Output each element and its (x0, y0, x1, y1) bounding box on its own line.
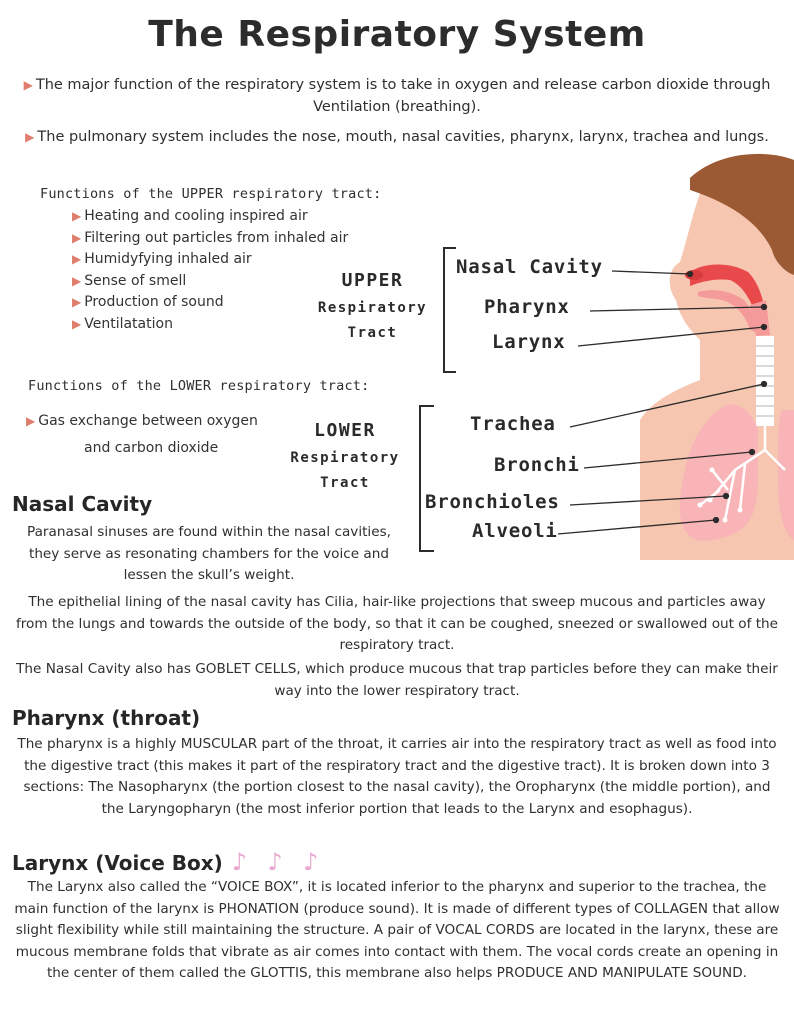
label-alveoli: Alveoli (472, 520, 558, 542)
larynx-paragraph: The Larynx also called the “VOICE BOX”, it is located inferior to the pharynx and superior to the trachea, the main function of the larynx is PHONATION (produce sound). It is made of different types of COLLAGEN that allow slight flexibility while still maintaining the structure. A pair of VOCAL CORDS are located in the larynx, these are mucous membrane folds that vibrate as air comes into contact with them. The vocal cords create an opening in the center of them called the GLOTTIS, this membrane also helps PRODUCE AND MANIPULATE SOUND. (14, 879, 780, 981)
list-item: ▶ Ventilatation (72, 315, 173, 332)
triangle-bullet-icon: ▶ (23, 78, 33, 92)
label-larynx: Larynx (492, 331, 566, 353)
music-notes-icon: ♪ ♪ ♪ (231, 848, 325, 876)
upper-functions-heading: Functions of the UPPER respiratory tract: (40, 186, 382, 202)
label-trachea: Trachea (470, 413, 556, 435)
triangle-bullet-icon: ▶ (72, 316, 82, 331)
nasal-paragraph-3: The Nasal Cavity also has GOBLET CELLS, which produce mucous that trap particles before they can make their way into the lower respiratory tract. (16, 661, 778, 699)
list-item: ▶ Heating and cooling inspired air (72, 208, 308, 224)
intro-paragraph-2: ▶ The pulmonary system includes the nose, mouth, nasal cavities, pharynx, larynx, trachea and lungs. (25, 129, 769, 145)
list-item: ▶ Production of sound (72, 294, 224, 310)
list-item: ▶ Gas exchange between oxygen (26, 413, 258, 429)
nasal-paragraph-2: The epithelial lining of the nasal cavity has Cilia, hair-like projections that sweep mucous and particles away from the lungs and towards the outside of the body, so that it can be coughed, sneezed or swallowed out of the respiratory tract. (15, 594, 779, 653)
triangle-bullet-icon: ▶ (72, 252, 82, 266)
lower-functions-list (26, 408, 258, 462)
upper-tract-label: UPPER Respiratory Tract (317, 270, 428, 341)
section-heading-larynx: Larynx (Voice Box) ♪ ♪ ♪ (12, 848, 325, 876)
list-item: and carbon dioxide (84, 440, 219, 456)
label-bronchi: Bronchi (494, 454, 580, 476)
triangle-bullet-icon: ▶ (72, 295, 82, 309)
triangle-bullet-icon: ▶ (72, 273, 82, 288)
section-heading-nasal-cavity: Nasal Cavity (12, 492, 153, 516)
list-item: ▶ Sense of smell (72, 272, 187, 289)
lower-tract-label: LOWER Respiratory Tract (290, 420, 400, 491)
nasal-paragraph-1: Paranasal sinuses are found within the nasal cavities, they serve as resonating chambers for the voice and lessen the skull’s weight. (27, 524, 391, 583)
pharynx-paragraph: The pharynx is a highly MUSCULAR part of the throat, it carries air into the respiratory tract as well as food into the digestive tract (this makes it part of the respiratory tract and the digestive tract). It is broken down into 3 sections: The Nasopharynx (the portion closest to the nasal cavity), the Oropharynx (the middle portion), and the Laryngopharyn (the most inferior portion that leads to the Larynx and esophagus). (17, 736, 777, 817)
triangle-bullet-icon: ▶ (25, 130, 35, 144)
intro-paragraph-1: ▶ The major function of the respiratory system is to take in oxygen and release carbon dioxide through Ventilation (breathing). (23, 77, 771, 115)
label-pharynx: Pharynx (484, 296, 570, 318)
section-heading-pharynx: Pharynx (throat) (12, 706, 201, 730)
triangle-bullet-icon: ▶ (26, 414, 36, 428)
label-nasal-cavity: Nasal Cavity (456, 256, 603, 278)
label-bronchioles: Bronchioles (425, 491, 560, 513)
list-item: ▶ Humidyfying inhaled air (72, 251, 252, 267)
lower-functions-heading: Functions of the LOWER respiratory tract: (28, 378, 370, 394)
triangle-bullet-icon: ▶ (72, 230, 82, 245)
list-item: ▶ Filtering out particles from inhaled air (72, 229, 349, 246)
page-title: The Respiratory System (148, 14, 646, 55)
triangle-bullet-icon: ▶ (72, 209, 82, 223)
